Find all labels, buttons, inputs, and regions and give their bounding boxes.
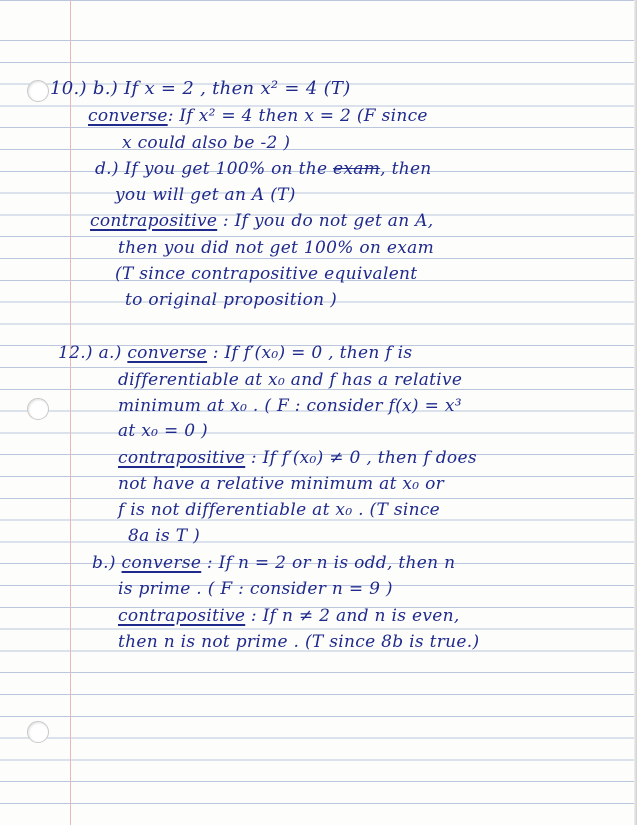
problem-label: 12.) a.)	[58, 343, 128, 363]
converse-label: converse	[121, 553, 202, 573]
problem-label: b.)	[92, 553, 122, 573]
problem-10d-statement	[95, 158, 432, 180]
binder-hole-bottom	[27, 721, 49, 743]
margin-line	[70, 0, 71, 825]
contrapositive-text: : If f′(x₀) ≠ 0 , then f does	[245, 448, 477, 468]
problem-12a-contrapositive-line-4: 8a is T )	[128, 526, 200, 546]
problem-10d-contrapositive	[90, 210, 433, 232]
problem-10b-converse-continued: x could also be -2 )	[122, 133, 291, 153]
contrapositive-text: : If you do not get an A,	[217, 211, 434, 231]
statement-start: d.) If you get 100% on the	[95, 159, 334, 179]
statement-end: , then	[380, 159, 432, 179]
problem-12b-converse	[92, 552, 455, 574]
problem-12a-converse-line-4: at x₀ = 0 )	[118, 421, 208, 441]
converse-label: converse	[88, 106, 168, 126]
converse-text: : If f′(x₀) = 0 , then f is	[207, 343, 413, 363]
problem-12a-converse-line-2: differentiable at x₀ and f has a relative	[118, 370, 463, 390]
problem-12b-converse-line-2: is prime . ( F : consider n = 9 )	[118, 579, 393, 599]
converse-label: converse	[127, 343, 208, 363]
problem-12b-contrapositive	[118, 605, 460, 627]
converse-text: : If n = 2 or n is odd, then n	[201, 553, 456, 573]
problem-12a-converse	[58, 342, 412, 364]
problem-10d-contrapositive-line-3: (T since contrapositive equivalent	[115, 264, 418, 284]
problem-12a-contrapositive-line-3: f is not differentiable at x₀ . (T since	[118, 500, 441, 520]
crossed-out-word: exam	[333, 159, 381, 179]
problem-10d-contrapositive-line-2: then you did not get 100% on exam	[118, 238, 434, 258]
problem-10d-statement-continued: you will get an A (T)	[115, 185, 296, 205]
problem-10b-converse	[88, 105, 428, 127]
problem-12b-contrapositive-line-2: then n is not prime . (T since 8b is true.)	[118, 632, 480, 652]
binder-hole-top	[27, 80, 49, 102]
problem-10b-statement: 10.) b.) If x = 2 , then x² = 4 (T)	[50, 78, 351, 99]
binder-hole-middle	[27, 398, 49, 420]
problem-12a-converse-line-3: minimum at x₀ . ( F : consider f(x) = x³	[118, 396, 462, 416]
contrapositive-text: : If n ≠ 2 and n is even,	[245, 606, 460, 626]
problem-12a-contrapositive-line-2: not have a relative minimum at x₀ or	[118, 474, 445, 494]
contrapositive-label: contrapositive	[118, 448, 246, 468]
problem-12a-contrapositive	[118, 447, 477, 469]
contrapositive-label: contrapositive	[118, 606, 246, 626]
contrapositive-label: contrapositive	[90, 211, 218, 231]
problem-10d-contrapositive-line-4: to original proposition )	[125, 290, 338, 310]
converse-text: : If x² = 4 then x = 2 (F since	[167, 106, 428, 126]
